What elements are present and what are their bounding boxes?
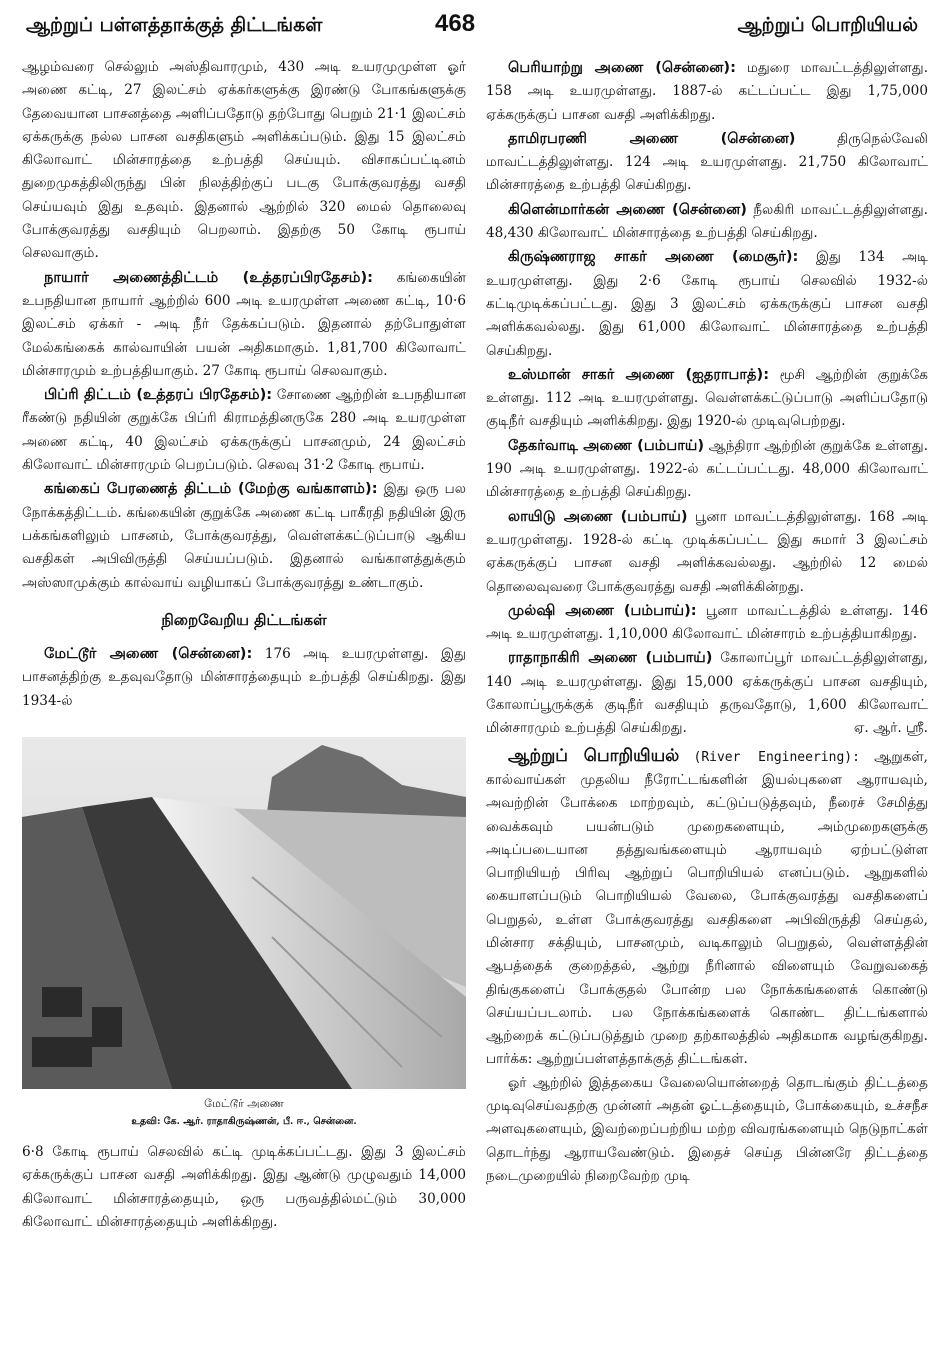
bhatgar-text: ஆந்திரா ஆற்றின் குறுக்கே உள்ளது. 190 அடி உயரமுள்ளது. 1922-ல் கட்டப்பட்டது. 48,000 கிலோவாட் மின்சாரத்தை உற்பத்தி செய்கிறது. [486, 437, 928, 501]
lloyd-text: பூனா மாவட்டத்திலுள்ளது. 168 அடி உயரமுள்ளது. 1928-ல் கட்டி முடிக்கப்பட்ட இது சுமார் 3 இலட்சம் ஏக்கருக்குப் பாசன வசதி அளிக்கவல்லது. ஆற்றில் 12 மைல் தொலைவுவரை போக்குவரத்து வசதி அளிக்கின்றது. [486, 508, 928, 595]
osman-sagar-title: உஸ்மான் சாகர் அணை (ஐதராபாத்): [508, 365, 770, 383]
radhanagari-entry [486, 646, 928, 740]
mettur-title: மேட்டூர் அணை (சென்னை): [44, 645, 253, 663]
figure-caption: மேட்டூர் அணை [204, 1097, 284, 1111]
tamirabarani-text: திருநெல்வேலி மாவட்டத்திலுள்ளது. 124 அடி உயரமுள்ளது. 21,750 கிலோவாட் மின்சாரத்தை உற்பத்தி செய்கிறது. [486, 130, 928, 194]
glenmorgan-text: நீலகிரி மாவட்டத்திலுள்ளது. 48,430 கிலோவாட் மின்சாரத்தை உற்பத்தி செய்கிறது. [486, 201, 928, 242]
figure-credit: உதவி: கே. ஆர். ராதாகிருஷ்ணன், பீ. ஈ., சென்னை. [131, 1116, 357, 1128]
nayar-title: நாயார் அணைத்திட்டம் (உத்தரப்பிரதேசம்): [44, 268, 374, 286]
nayar-text: கங்கையின் உபநதியான நாயார் ஆற்றில் 600 அடி உயரமுள்ள அணை கட்டி, 10·6 இலட்சம் ஏக்கர் - அடி நீர் தேக்கப்படும். இதனால் தற்போதுள்ள மேல்கங்கைக் கால்வாயின் பயன் அதிகமாகும். 1,81,700 கிலோவாட் மின்சாரமும் உற்பத்தியாகும். 27 கோடி ரூபாய் செலவாகும். [22, 269, 466, 379]
running-title-right: ஆற்றுப் பொறியியல் [737, 14, 918, 36]
running-title-left: ஆற்றுப் பள்ளத்தாக்குத் திட்டங்கள் [26, 14, 323, 36]
nayar-entry [22, 266, 466, 383]
krs-entry [486, 245, 928, 362]
krs-text: இது 134 அடி உயரமுள்ளது. இது 2·6 கோடி ரூபாய் செலவில் 1932-ல் கட்டிமுடிக்கப்பட்டது. இது 3 இலட்சம் ஏக்கருக்குப் பாசன வசதி அளிக்கவல்லது. இது 61,000 கிலோவாட் மின்சாரத்தை உற்பத்தி செய்கிறது. [486, 249, 928, 359]
author-initials: ஏ. ஆர். ஸ்ரீ. [853, 720, 928, 737]
pipri-title: பிப்ரி திட்டம் (உத்தரப் பிரதேசம்): [44, 386, 273, 404]
tamirabarani-title: தாமிரபரணி அணை (சென்னை) [508, 129, 796, 147]
krs-title: கிருஷ்ணராஜ சாகர் அணை (மைசூர்): [508, 248, 799, 266]
river-engineering-paragraph-2: ஓர் ஆற்றில் இத்தகைய வேலையொன்றைத் தொடங்கும் திட்டத்தை முடிவுசெய்வதற்கு முன்னர் அதன் ஓட்டத்தையும், போக்கையும், உச்சநீச அளவுகளையும், இவற்றைப்பற்றிய மற்ற விவரங்களையும் நெடுநாட்கள் தொடர்ந்து ஆராயவேண்டும். இதைச் செய்த பின்னரே திட்டத்தை நடைமுறையில் நிறைவேற்ற முடி [486, 1074, 928, 1184]
mettur-entry [22, 642, 466, 713]
ganga-entry [22, 477, 466, 594]
glenmorgan-entry [486, 198, 928, 246]
bhatgar-entry [486, 434, 928, 505]
osman-sagar-text: மூசி ஆற்றின் குறுக்கே உள்ளது. 112 அடி உயரமுள்ளது. வெள்ளக்கட்டுப்பாடு அளிப்பதோடு குடிநீர் வசதியும் அளிக்கிறது. இது 1920-ல் முடிவுபெற்றது. [486, 366, 928, 430]
figure-caption-block [22, 1095, 466, 1131]
river-engineering-title: ஆற்றுப் பொறியியல் [508, 745, 680, 766]
radhanagari-text: கோலாப்பூர் மாவட்டத்திலுள்ளது, 140 அடி உயரமுள்ளது. இது 15,000 ஏக்கருக்குப் பாசன வசதியும், கோலாப்பூருக்குக் குடிநீர் வசதியும் தருவதோடு, 1,600 கிலோவாட் மின்சாரமும் உற்பத்தி செய்கிறது. [486, 650, 928, 737]
bhatgar-title: தேகர்வாடி அணை (பம்பாய்) [508, 436, 705, 454]
glenmorgan-title: கிளென்மார்கன் அணை (சென்னை) [508, 200, 747, 218]
mulshi-entry [486, 599, 928, 647]
pipri-entry [22, 383, 466, 477]
periyar-text: மதுரை மாவட்டத்திலுள்ளது. 158 அடி உயரமுள்ளது. 1887-ல் கட்டப்பட்ட இது 1,75,000 ஏக்கருக்குப் பாசன வசதி அளிக்கிறது. [486, 60, 928, 123]
left-column [22, 56, 466, 1357]
pipri-text: சோணை ஆற்றின் உபநதியான ரீகண்டு நதியின் குறுக்கே பிப்ரி கிராமத்தினருகே 280 அடி உயரமுள்ள அணை கட்டி, 40 இலட்சம் ஏக்கருக்குப் பாசனமும், 24 இலட்சம் கிலோவாட் மின்சாரமும் பெறப்படும். செலவு 31·2 கோடி ரூபாய். [22, 387, 466, 474]
mulshi-title: முல்ஷி அணை (பம்பாய்): [508, 601, 697, 619]
mettur-dam-photo [22, 737, 466, 1089]
mettur-continued: 6·8 கோடி ரூபாய் செலவில் கட்டி முடிக்கப்பட்டது. இது 3 இலட்சம் ஏக்கருக்குப் பாசன வசதி அளிக்கிறது. இது ஆண்டு முழுவதும் 14,000 கிலோவாட் மின்சாரத்தையும், ஒரு பருவத்தில்மட்டும் 30,000 கிலோவாட் மின்சாரத்தையும் அளிக்கிறது. [22, 1144, 466, 1230]
river-engineering-english: (River Engineering): [693, 749, 860, 765]
lloyd-entry [486, 505, 928, 599]
ganga-text: இது ஒரு பல நோக்கத்திட்டம். கங்கையின் குறுக்கே அணை கட்டி பாகீரதி நதியின் இரு பக்கங்களிலும் பாசனம், போக்குவரத்து, வெள்ளக்கட்டுப்பாடு ஆகிய வசதிகள் அபிவிருத்தி செய்யப்படும். இதனால் வங்காளத்துக்கும் அஸ்ஸாமுக்கும் கால்வாய் வழியாகப் போக்குவரத்து உண்டாகும். [22, 481, 466, 591]
right-column [486, 56, 928, 1357]
page-number: 468 [435, 10, 476, 37]
radhanagari-title: ராதாநாகிரி அணை (பம்பாய்) [508, 649, 713, 667]
tamirabarani-entry [486, 127, 928, 198]
page-header [0, 0, 942, 52]
mulshi-text: பூனா மாவட்டத்தில் உள்ளது. 146 அடி உயரமுள்ளது. 1,10,000 கிலோவாட் மின்சாரம் உற்பத்தியாகிறது. [486, 602, 928, 643]
completed-projects-heading: நிறைவேறிய திட்டங்கள் [161, 610, 327, 629]
osman-sagar-entry [486, 363, 928, 434]
mettur-text: 176 அடி உயரமுள்ளது. இது பாசனத்திற்கு உதவுவதோடு மின்சாரத்தையும் உற்பத்தி செய்கிறது. இது 1934-ல் [22, 646, 466, 709]
river-engineering-text: ஆறுகள், கால்வாய்கள் முதலிய நீரோட்டங்களின் இயல்புகளை ஆராயவும், அவற்றின் போக்கை மாற்றவும், கட்டுப்படுத்தவும், நீரைச் சேமித்து வைக்கவும் பயன்படும் முறைகளையும், அம்முறைகளுக்கு அடிப்படையான தத்துவங்களையும் ஆராயவும் ஏற்பட்டுள்ள பொறியியற் பிரிவு ஆற்றுப் பொறியியல் எனப்படும். ஆறுகளில் கையாளப்படும் பொறியியல் வேலை, போக்குவரத்து வசதிகளைப் பெறுதல், உள்ள போக்குவரத்து வசதிகளை அபிவிருத்தி செய்தல், மின்சார சக்தியும், பாசனமும், வடிகாலும் பெறுதல், வெள்ளத்தின் ஆபத்தைக் குறைத்தல், ஆற்று நீரினால் விளையும் வேறுவகைத் திங்குகளைப் போக்குதல் போன்ற பல நோக்கங்களைக் கொண்டு செய்யப்படலாம். பல நோக்கங்களைக் கொண்ட திட்டங்களால் ஆற்றைக் கட்டுப்படுத்தும் முறை தற்காலத்தில் அதிகமாக வழங்குகிறது. பார்க்க: ஆற்றுப்பள்ளத்தாக்குத் திட்டங்கள். [486, 748, 928, 1068]
lloyd-title: லாயிடு அணை (பம்பாய்) [508, 507, 688, 525]
ganga-title: கங்கைப் பேரணைத் திட்டம் (மேற்கு வங்காளம்): [44, 480, 378, 498]
periyar-entry [486, 56, 928, 127]
continued-paragraph: ஆழம்வரை செல்லும் அஸ்திவாரமும், 430 அடி உயரமுமுள்ள ஓர் அணை கட்டி, 27 இலட்சம் ஏக்கர்களுக்கு இரண்டு போகங்களுக்கு தேவையான பாசனத்தை அளிப்பதோடு தற்போது பெறும் 21·1 இலட்சம் ஏக்கருக்கு நல்ல பாசன வசதிகளும் அளிக்கப்படும். இது 15 இலட்சம் கிலோவாட் மின்சாரத்தை உற்பத்தி செய்யும். விசாகப்பட்டினம் துறைமுகத்திலிருந்து பின் நிலத்திற்குப் படகு போக்குவரத்து வசதி செய்யவும் இது உதவும். இதனால் ஆற்றில் 320 மைல் தொலைவு போக்குவரத்து வசதியும் பெறலாம். இதற்கு 50 கோடி ரூபாய் செலவாகும். [22, 59, 466, 262]
river-engineering-entry [486, 745, 928, 1072]
periyar-title: பெரியாற்று அணை (சென்னை): [508, 59, 736, 76]
dam-illustration [22, 737, 466, 1089]
